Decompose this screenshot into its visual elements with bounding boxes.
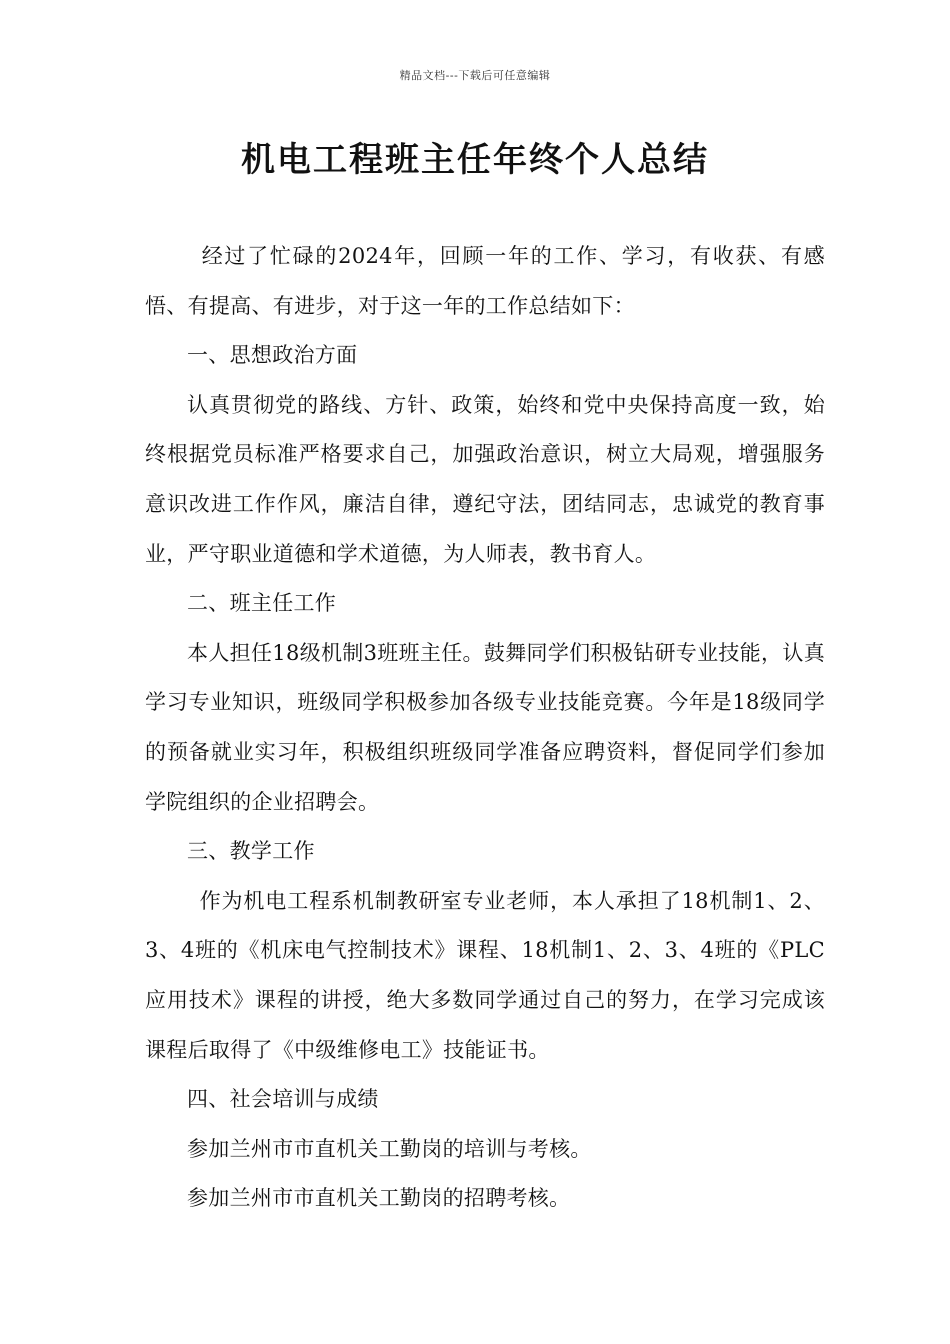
class-teacher-paragraph: 本人担任18级机制3班班主任。鼓舞同学们积极钻研专业技能，认真学习专业知识，班级同学积极参加各级专业技能竞赛。今年是18级同学的预备就业实习年，积极组织班级同学准备应聘资料，督促同学们参加学院组织的企业招聘会。 (145, 640, 825, 814)
section-heading-teaching: 三、教学工作 (187, 839, 315, 864)
training-item: 参加兰州市市直机关工勤岗的招聘考核。 (187, 1186, 571, 1211)
section-heading-ideology: 一、思想政治方面 (187, 343, 358, 368)
section-heading-training: 四、社会培训与成绩 (187, 1087, 379, 1112)
teaching-paragraph: 作为机电工程系机制教研室专业老师，本人承担了18机制1、2、3、4班的《机床电气控制技术》课程、18机制1、2、3、4班的《PLC应用技术》课程的讲授，绝大多数同学通过自己的努力，在学习完成该课程后取得了《中级维修电工》技能证书。 (145, 888, 825, 1062)
header-note: 精品文档---下载后可任意编辑 (399, 69, 551, 82)
document-body (145, 232, 825, 1224)
document-title: 机电工程班主任年终个人总结 (241, 140, 709, 180)
section-heading-class-teacher: 二、班主任工作 (187, 591, 337, 616)
training-item: 参加兰州市市直机关工勤岗的培训与考核。 (187, 1136, 592, 1161)
ideology-paragraph: 认真贯彻党的路线、方针、政策，始终和党中央保持高度一致，始终根据党员标准严格要求自己，加强政治意识，树立大局观，增强服务意识改进工作作风，廉洁自律，遵纪守法，团结同志，忠诚党的教育事业，严守职业道德和学术道德，为人师表，教书育人。 (145, 392, 825, 566)
intro-paragraph: 经过了忙碌的2024年，回顾一年的工作、学习，有收获、有感悟、有提高、有进步，对于这一年的工作总结如下： (145, 244, 825, 318)
